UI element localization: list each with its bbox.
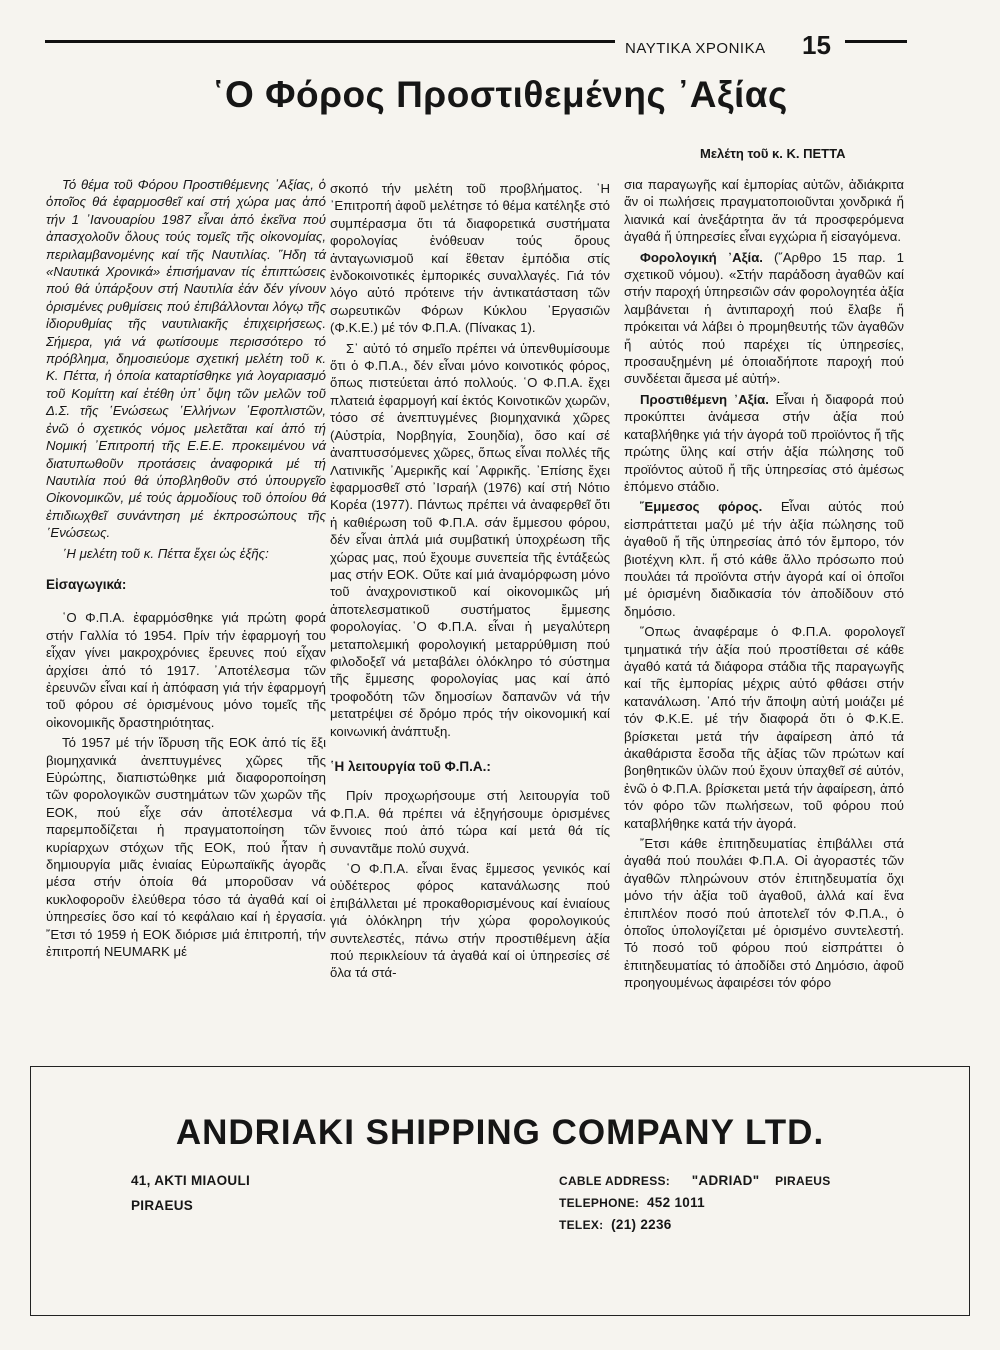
ad-cable-value: "ADRIAD" bbox=[691, 1173, 760, 1188]
ad-telex-row bbox=[559, 1217, 672, 1232]
paragraph: σια παραγωγῆς καί ἐμπορίας αὐτῶν, ἀδιάκριτα ἄν οἱ πωλήσεις πραγματοποιοῦνται χονδρικά ἤ λιανικά καί ἀνεξάρτητα ἄν τά προσφερόμενα ἀγαθά ἤ ὑπηρεσίες εἶναι εγχώρια ἤ εἰσαγόμενα. bbox=[624, 177, 904, 245]
header-rule-right bbox=[845, 40, 907, 43]
text-column-3 bbox=[624, 176, 904, 995]
page-number: 15 bbox=[802, 30, 831, 60]
definition-paragraph bbox=[624, 391, 904, 495]
intro-paragraph: Τό θέμα τοῦ Φόρου Προστιθέμενης ᾿Αξίας, ὁ ὁποῖος θά ἐφαρμοσθεῖ καί στή χώρα μας ἀπό τήν 1 ᾿Ιανουαρίου 1987 εἶναι ἀπό ἐκεῖνα πού ἀπασχολοῦν ὅλους τούς τομεῖς τῆς οἰκονομίας, περιλαμβανομένης καί τῆς Ναυτιλίας. ῞Ηδη τά «Ναυτικά Χρονικά» ἐπισήμαναν τίς ἐπιπτώσεις πού θά ὑπάρξουν στή Ναυτιλία ἐάν δέν γίνουν ὁρισμένες ρυθμίσεις πού ἐπιβάλλονται λόγῳ τῆς ἰδιορυθμίας τῆς ναυτιλιακῆς ἐπιχειρήσεως. Σήμερα, γιά νά φωτίσουμε περισσότερο τό πρόβλημα, δημοσιεύομε σχετική μελέτη τοῦ κ. Κ. Πέττα, ἡ ὁποία καταρτίσθηκε γιά λογαριασμό τοῦ Κομίττη καί ἐτέθη ὑπ᾿ ὄψη τῶν μελῶν τοῦ Δ.Σ. τῆς ῾Ενώσεως ῾Ελλήνων ᾿Εφοπλιστῶν, ἐνῶ ὁ σχετικός νόμος μελετᾶται καί ἀπό τή Νομική ᾿Επιτροπή τῆς Ε.Ε.Ε. προκειμένου νά διατυπωθοῦν προτάσεις ἀναφορικά μέ τή Ναυτιλία πού θά ὑποβληθοῦν στό ὑπουργεῖο Οἰκονομικῶν, μέ τούς ἁρμοδίους τοῦ ὁποίου θά ἐπιδιωχθεῖ συνάντηση μέ ἐκπροσώπους τῆς ῾Ενώσεως. bbox=[46, 177, 326, 541]
article-byline: Μελέτη τοῦ κ. Κ. ΠΕΤΤΑ bbox=[700, 146, 846, 161]
paragraph: ῞Οπως ἀναφέραμε ὁ Φ.Π.Α. φορολογεῖ τμηματικά τήν ἀξία πού προστίθεται σέ κάθε ἀγαθό κατά τά διάφορα στάδια τῆς παραγωγῆς καί τῆς ἐμπορίας μέχρις αὐτό φθάσει στήν κατανάλωση. ᾿Από τήν ἄποψη αὐτή μοιάζει μέ τόν Φ.Κ.Ε. μέ τήν διαφορά ὅτι ὁ Φ.Κ.Ε. βρίσκεται μετά τήν ἀφαίρεση ἀπό τά ἀκαθάριστα ἔσοδα τῆς ἀξίας τῶν πρώτων καί βοηθητικῶν ὑλῶν πού ἔχουν ὑπαχθεῖ σέ αὐτόν, ἐνῶ ὁ Φ.Π.Α. βρίσκεται μετά τήν ἀφαίρεση, ἀπό τόν φόρο τῶν πωλήσεων, τοῦ φόρου πού καταβλήθηκε κατά τήν ἀγορά. bbox=[624, 624, 904, 831]
paragraph: Τό 1957 μέ τήν ἵδρυση τῆς ΕΟΚ ἀπό τίς ἕξι βιομηχανικά ἀνεπτυγμένες χῶρες τῆς Εὐρώπης, διαπιστώθηκε μιά διαφοροποίηση τῶν φορολογικῶν συστημάτων τῶν χωρῶν τῆς ΕΟΚ, πού εἶχε σάν ἀποτέλεσμα νά παρεμποδίζεται ἡ πραγματοποίηση τῶν κυρίαρχων στόχων τῆς ΕΟΚ, πού ἦταν ἡ δημιουργία μιᾶς ἑνιαίας Εὐρωπαϊκῆς ἀγορᾶς μέσα στήν ὁποία θά μποροῦσαν νά κυκλοφοροῦν ἐλεύθερα τόσο τά ἀγαθά καί οἱ ὑπηρεσίες ὅσο καί τό κεφάλαιο καί ἡ ἐργασία. ῎Ετσι τό 1959 ἡ ΕΟΚ διόρισε μιά ἐπιτροπή, τήν ἐπιτροπή NEUMARK μέ bbox=[46, 735, 326, 960]
advertisement-box bbox=[30, 1066, 970, 1316]
paragraph: ῾Ο Φ.Π.Α. εἶναι ἕνας ἔμμεσος γενικός καί οὐδέτερος φόρος κατανάλωσης πού ἐπιβάλλεται μέ προκαθορισμένους καί ἑνιαίους γιά ὁλόκληρη τήν χώρα φορολογικούς συντελεστές, πάνω στήν προστιθέμενη ἀξία πού περικλείουν τά ἀγαθά καί οἱ ὑπηρεσίες σέ ὅλα τά στά- bbox=[330, 861, 610, 981]
ad-cable-row bbox=[559, 1173, 831, 1188]
definition-text: Εἶναι αὐτός πού εἰσπράττεται μαζύ μέ τήν ἀξία πώλησης τοῦ ἀγαθοῦ ἤ τῆς ὑπηρεσίας ἀπό τόν ἔμπορο, τόν βιοτέχνη κλπ. ἤ στό κάθε ἄλλο πρόσωπο πού πουλάει τά προϊόντα στήν ἀγορά καί οἱ ὁποῖοι μέ ὁρισμένη διαδικασία τόν ἀποδίδουν στό δημόσιο. bbox=[624, 499, 905, 619]
ad-address-line-1: 41, AKTI MIAOULI bbox=[131, 1173, 251, 1188]
section-heading-introduction: Εἰσαγωγικά: bbox=[46, 576, 127, 592]
definition-text: (῎Αρθρο 15 παρ. 1 σχετικοῦ νόμου). «Στήν παράδοση ἀγαθῶν καί στήν παροχή ὑπηρεσιῶν σάν φορολογητέα ἀξία λαμβάνεται ἡ ἀντιπαροχή πού ἔλαβε ἤ πρόκειται νά λάβει ὁ προμηθευτής τῶν ἀγαθῶν ἤ αὐτός πού παρέχει τίς ὑπηρεσίες, προσαυξημένη μέ ὁποιαδήποτε παροχή πού συνδέεται ἄμεσα μέ αὐτή». bbox=[624, 249, 904, 387]
definition-term: Προστιθέμενη ᾿Αξία. bbox=[640, 391, 769, 407]
ad-telephone-label: TELEPHONE: bbox=[559, 1196, 640, 1210]
paragraph: ῎Ετσι κάθε ἐπιτηδευματίας ἐπιβάλλει στά ἀγαθά πού πουλάει Φ.Π.Α. Οἱ ἀγοραστές τῶν ἀγαθῶν πληρώνουν στόν ἐπιτηδευματία ὄχι μόνο τήν ἀξία τοῦ ἀγαθοῦ, ἀλλά καί ἕνα ἐπιπλέον ποσό πού ἀποτελεῖ τόν Φ.Π.Α., ὁ ὁποῖος ὑπολογίζεται μέ ὁρισμένο συντελεστή. Τό ποσό τοῦ φόρου πού εἰσπράττει ὁ ἐπιτηδευματίας τό ἀποδίδει στό Δημόσιο, ἀφοῦ προηγουμένως ἀφαιρέσει τόν φόρο bbox=[624, 836, 904, 991]
ad-telephone-row bbox=[559, 1195, 705, 1210]
definition-text: Εἶναι ἡ διαφορά πού προκύπτει ἀνάμεσα στήν ἀξία πού καταβλήθηκε γιά τήν ἀγορά τοῦ προϊόντος ἤ τῆς πρώτης ὕλης καί στήν ἀξία πώλησης τοῦ προϊόντος αὐτοῦ ἤ τῆς ὑπηρεσίας στό ἀμέσως ἐπόμενο στάδιο. bbox=[624, 391, 904, 494]
section-heading-function: ῾Η λειτουργία τοῦ Φ.Π.Α.: bbox=[330, 759, 491, 774]
paragraph: Πρίν προχωρήσουμε στή λειτουργία τοῦ Φ.Π.Α. θά πρέπει νά ἐξηγήσουμε ὁρισμένες ἔννοιες πού ἀπό τώρα καί μετά θά τίς συναντᾶμε πολύ συχνά. bbox=[330, 788, 610, 856]
ad-telex-label: TELEX: bbox=[559, 1218, 604, 1232]
definition-paragraph bbox=[624, 498, 904, 620]
paragraph: ῾Ο Φ.Π.Α. ἐφαρμόσθηκε γιά πρώτη φορά στήν Γαλλία τό 1954. Πρίν τήν ἐφαρμογή του εἶχαν γίνει μακροχρόνιες ἔρευνες πού εἶχαν ἀρχίσει ἀπό τό 1917. ᾿Αποτέλεσμα τῶν ἐρευνῶν εἶναι καί ἡ ἀπόφαση γιά τήν ἐφαρμογή τοῦ φόρου σέ ὁρισμένους μόνο τομεῖς τῆς οἰκονομικῆς δραστηριότητας. bbox=[46, 610, 326, 730]
ad-address-line-2: PIRAEUS bbox=[131, 1198, 194, 1213]
text-column-1 bbox=[46, 176, 326, 963]
ad-telephone-value: 452 1011 bbox=[646, 1195, 705, 1210]
ad-company-name: ANDRIAKI SHIPPING COMPANY LTD. bbox=[175, 1113, 825, 1152]
paragraph: σκοπό τήν μελέτη τοῦ προβλήματος. ῾Η ᾿Επιτροπή ἀφοῦ μελέτησε τό θέμα κατέληξε στό συμπέρασμα ὅτι τά διαφορετικά συστήματα φορολογίας ἐνόθευαν τούς ὅρους ἀνταγωνισμοῦ καί ἔθεταν ἐμπόδια στίς ἐνδοκοινοτικές ἐμπορικές συναλλαγές. Γιά τόν λόγο αὐτό πρότεινε τήν ἀντικατάσταση τῶν σωρευτικῶν Φόρων Κύκλου ᾿Εργασιῶν (Φ.Κ.Ε.) μέ τόν Φ.Π.Α. (Πίνακας 1). bbox=[330, 181, 610, 336]
article-title: ῾Ο Φόρος Προστιθεμένης ᾿Αξίας bbox=[212, 74, 788, 115]
definition-term: Φορολογική ᾿Αξία. bbox=[640, 249, 763, 265]
text-column-2 bbox=[330, 180, 610, 985]
ad-telex-value: (21) 2236 bbox=[611, 1217, 672, 1232]
magazine-name: ΝΑΥΤΙΚΑ ΧΡΟΝΙΚΑ bbox=[625, 40, 766, 57]
definition-paragraph bbox=[624, 249, 904, 388]
ad-cable-city: PIRAEUS bbox=[775, 1174, 831, 1188]
definition-term: ῎Εμμεσος φόρος. bbox=[640, 499, 763, 515]
ad-cable-label: CABLE ADDRESS: bbox=[559, 1174, 671, 1188]
paragraph: Σ᾿ αὐτό τό σημεῖο πρέπει νά ὑπενθυμίσουμε ὅτι ὁ Φ.Π.Α., δέν εἶναι μόνο κοινοτικός φόρος, ὅπως πιστεύεται ἀπό πολλούς. ῾Ο Φ.Π.Α. ἔχει πλατειά ἐφαρμογή καί ἐκτός Κοινοτικῶν χωρῶν, τόσο σέ ἀνεπτυγμένες βιομηχανικά χῶρες (Αὐστρία, Νορβηγία, Σουηδία), ὅσο καί σέ ἀναπτυσσόμενες χῶρες, ὅπως εἶναι πολλές τῆς Λατινικῆς ᾿Αμερικῆς καί ᾿Αφρικῆς. ᾿Επίσης ἔχει ἐφαρμοσθεῖ στό ᾿Ισραήλ (1976) καί στή Νότιο Κορέα (1977). Πάντως πρέπει νά ἀναφερθεῖ ὅτι ἡ καθιέρωση τοῦ Φ.Π.Α. σάν ἔμμεσου φόρου, δέν εἶναι ἁπλά μιά συμβατική ὑποχρέωση τῆς χώρας μας, πού ἔχουμε συνεπεία τῆς ἐντάξεώς μας στήν ΕΟΚ. Οὔτε καί μιά ἀναμόρφωση μόνο τοῦ ἀναχρονιστικοῦ καί οἰκονομικῶς μή ἀποτελεσματικοῦ συστήματος ἔμμεσης φορολογίας. ῾Ο Φ.Π.Α. εἶναι ἡ μεγαλύτερη μεταπολεμική φορολογική μεταρρύθμιση πού φιλοδοξεῖ νά μεταβάλει ὁλόκληρο τό σύστημα τῆς ἔμμεσης φορολογίας μας καί ἀπό τροφοδότη τῶν δημοσίων δαπανῶν νά τήν μετατρέψει σέ δρόμο πρός τήν οἰκονομική καί κοινωνική ἀνάπτυξη. bbox=[330, 340, 610, 739]
intro-paragraph-2: ῾Η μελέτη τοῦ κ. Πέττα ἔχει ὡς ἑξῆς: bbox=[62, 545, 269, 561]
header-rule-left bbox=[45, 40, 615, 43]
